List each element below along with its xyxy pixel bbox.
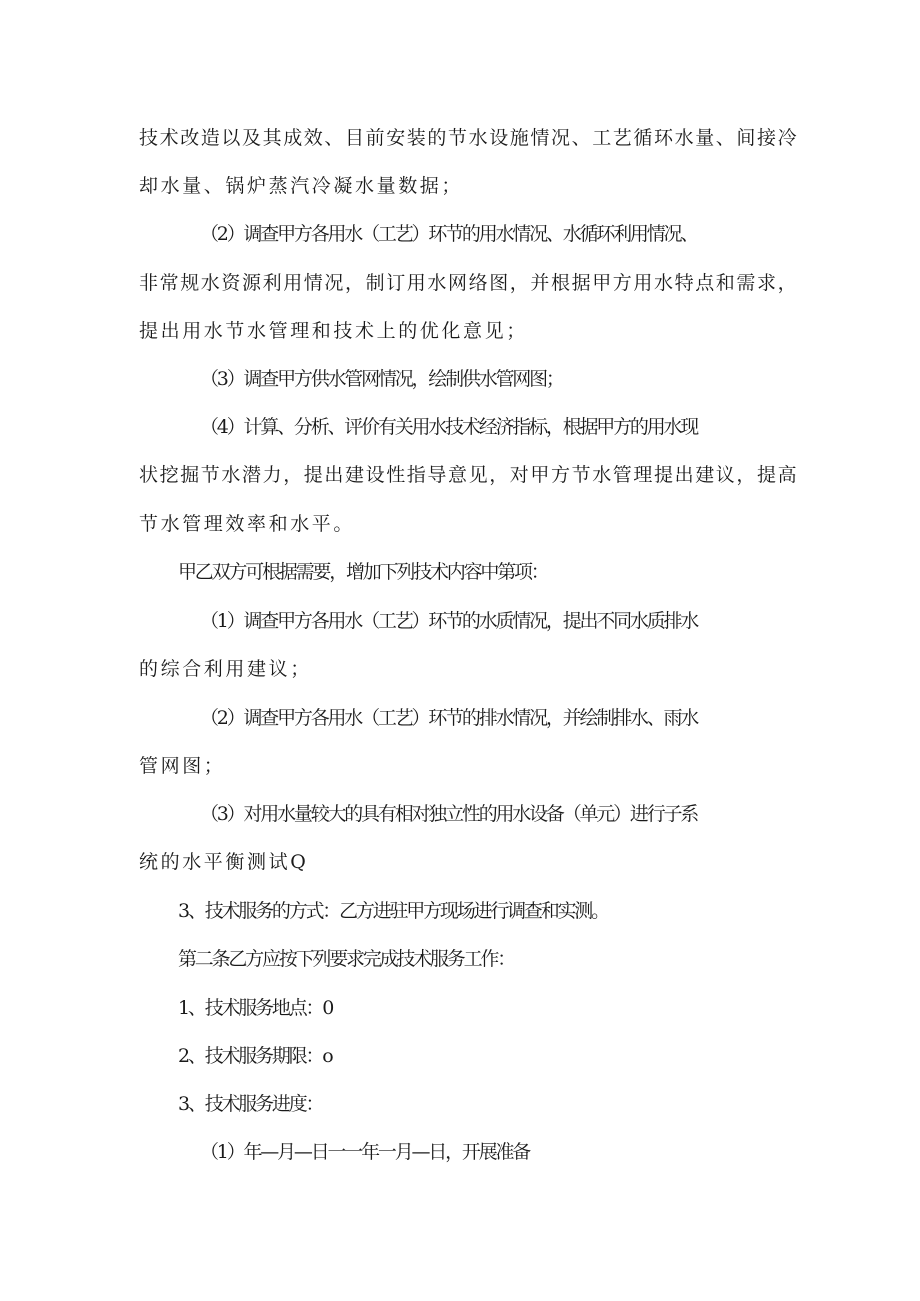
text-line-19: 1、技术服务地点：0 xyxy=(178,997,333,1019)
text-line-21: 3、技术服务进度： xyxy=(178,1093,323,1115)
text-line-14: 管网图； xyxy=(139,755,226,777)
text-line-8: 状挖掘节水潜力，提出建设性指导意见，对甲方节水管理提出建议，提高 xyxy=(139,464,799,486)
text-line-6: （3）调查甲方供水管网情况，绘制供水管网图； xyxy=(200,368,563,390)
text-line-13: （2）调查甲方各用水（工艺）环节的排水情况，并绘制排水、雨水 xyxy=(200,707,698,729)
text-line-4: 非常规水资源利用情况，制订用水网络图，并根据甲方用水特点和需求， xyxy=(139,272,799,294)
text-line-5: 提出用水节水管理和技术上的优化意见； xyxy=(139,320,528,342)
text-line-15: （3）对用水量较大的具有相对独立性的用水设备（单元）进行子系 xyxy=(200,803,698,825)
text-line-1: 技术改造以及其成效、目前安装的节水设施情况、工艺循环水量、间接冷 xyxy=(139,127,799,149)
text-line-18: 第二条乙方应按下列要求完成技术服务工作： xyxy=(178,948,515,970)
text-line-11: （1）调查甲方各用水（工艺）环节的水质情况，提出不同水质排水 xyxy=(200,610,698,632)
text-line-2: 却水量、锅炉蒸汽冷凝水量数据； xyxy=(139,175,464,197)
text-line-22: （1）年—月—日一一年一月—日，开展准备 xyxy=(200,1141,530,1163)
text-line-17: 3、技术服务的方式：乙方进驻甲方现场进行调查和实测。 xyxy=(178,900,608,922)
text-line-3: （2）调查甲方各用水（工艺）环节的用水情况、水循环利用情况、 xyxy=(200,223,698,245)
text-line-16: 统的水平衡测试Q xyxy=(139,851,309,873)
text-line-20: 2、技术服务期限：o xyxy=(178,1045,332,1067)
text-line-12: 的综合利用建议； xyxy=(139,658,312,680)
text-line-7: （4）计算、分析、评价有关用水技术经济指标，根据甲方的用水现 xyxy=(200,416,698,438)
text-line-9: 节水管理效率和水平。 xyxy=(139,513,356,535)
text-line-10: 甲乙双方可根据需要，增加下列技术内容中第项： xyxy=(178,561,548,583)
